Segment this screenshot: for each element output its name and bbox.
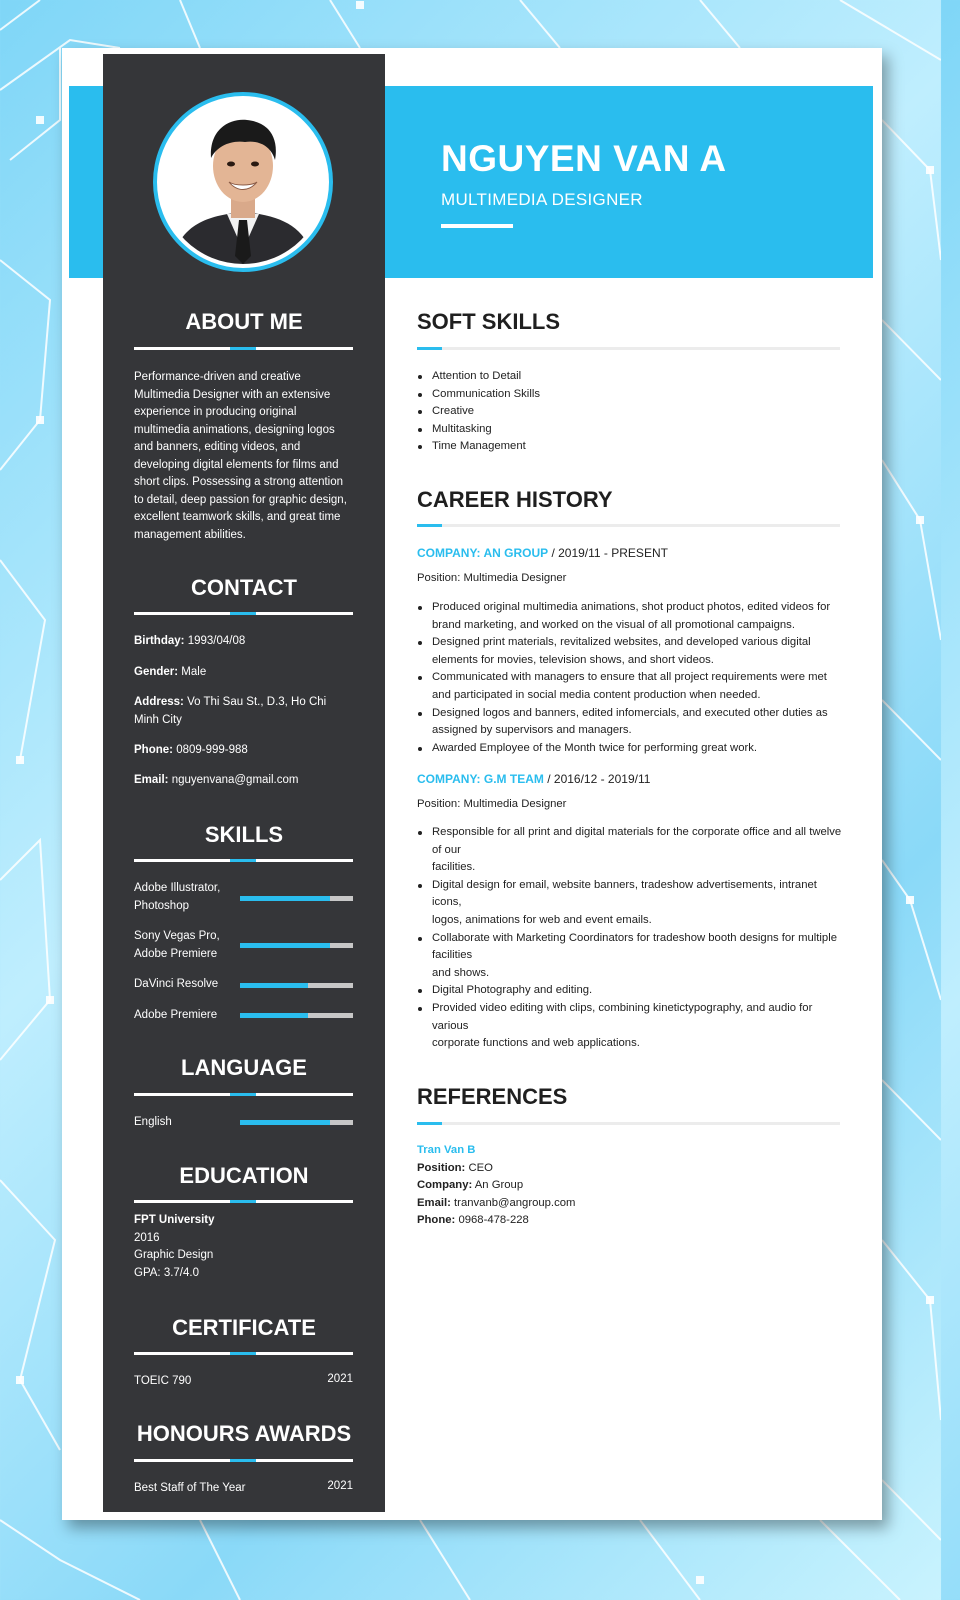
certificate-year: 2021 [327, 1373, 353, 1385]
skill-level-bar [240, 983, 353, 988]
school-name: FPT University [134, 1214, 215, 1226]
address-label: Address: [134, 696, 184, 708]
soft-skills-divider [417, 347, 840, 350]
education-heading: EDUCATION [179, 1163, 309, 1188]
list-item-continuation: facilities. [432, 861, 476, 874]
job-header [417, 545, 842, 563]
job-period: / 2019/11 - PRESENT [548, 546, 668, 560]
level-fill [240, 943, 330, 948]
email-value: nguyenvana@gmail.com [171, 774, 299, 786]
level-fill [240, 1013, 308, 1018]
list-item: Responsible for all print and digital materials for the corporate office and all twelve of our [417, 824, 842, 859]
list-item: Produced original multimedia animations, shot product photos, edited videos for brand marketing, and worked on the visual of all promotional campaigns. [417, 599, 842, 634]
skill-name: Adobe Illustrator, Photoshop [134, 882, 221, 912]
company-name: COMPANY: AN GROUP [417, 546, 549, 560]
skill-name: Adobe Premiere [134, 1009, 218, 1021]
awards-heading: HONOURS AWARDS [136, 1421, 352, 1446]
job-header [417, 771, 842, 789]
job-duties [417, 599, 842, 757]
language-level-bar [240, 1120, 353, 1125]
education-details [134, 1212, 354, 1282]
skill-name: Sony Vegas Pro, Adobe Premiere [134, 930, 220, 960]
certificate-divider [134, 1352, 353, 1355]
job-position: Position: Multimedia Designer [417, 798, 567, 810]
list-item: Designed logos and banners, edited infomercials, and executed other duties as assigned by supervisors and managers. [417, 705, 842, 740]
soft-skills-list [417, 368, 842, 456]
gpa: GPA: 3.7/4.0 [134, 1266, 199, 1279]
list-item: Digital Photography and editing. [417, 982, 842, 1000]
job-duties [417, 824, 842, 1053]
candidate-title: MULTIMEDIA DESIGNER [441, 190, 643, 209]
candidate-name: NGUYEN VAN A [441, 138, 727, 179]
skill-level-bar [240, 896, 353, 901]
company-name: COMPANY: G.M TEAM [417, 772, 544, 786]
list-item: Communication Skills [417, 386, 842, 404]
list-item: Time Management [417, 438, 842, 456]
contact-divider [134, 612, 353, 615]
reference-company: An Group [474, 1179, 524, 1192]
list-item: Attention to Detail [417, 368, 842, 386]
skill-name: DaVinci Resolve [134, 978, 219, 990]
reference-phone: 0968-478-228 [458, 1214, 529, 1227]
reference-email: tranvanb@angroup.com [454, 1196, 576, 1209]
graduation-year: 2016 [134, 1231, 160, 1244]
gender-value: Male [181, 666, 207, 678]
reference-name: Tran Van B [417, 1144, 476, 1156]
career-divider [417, 524, 840, 527]
list-item: Communicated with managers to ensure that all project requirements were met and participated in social media content production when needed. [417, 669, 842, 704]
list-item: Creative [417, 403, 842, 421]
list-item: Designed print materials, revitalized websites, and developed various digital elements for movies, television shows, and short videos. [417, 634, 842, 669]
title-underline [441, 224, 513, 228]
phone-value: 0809-999-988 [176, 744, 248, 756]
education-divider [134, 1200, 353, 1203]
about-divider [134, 347, 353, 350]
level-fill [240, 983, 308, 988]
career-heading: CAREER HISTORY [417, 487, 613, 512]
reference-position: CEO [468, 1161, 493, 1174]
list-item: Collaborate with Marketing Coordinators for tradeshow booth designs for multiple facilities [417, 930, 842, 965]
language-name: English [134, 1116, 172, 1128]
language-heading: LANGUAGE [181, 1055, 307, 1080]
reference-company-label: Company: [417, 1179, 473, 1192]
award-name: Best Staff of The Year [134, 1482, 246, 1494]
reference-details [417, 1142, 842, 1230]
contact-email [134, 772, 354, 790]
certificate-name: TOEIC 790 [134, 1375, 192, 1387]
language-divider [134, 1093, 353, 1096]
awards-divider [134, 1459, 353, 1462]
gender-label: Gender: [134, 666, 179, 678]
address-value: Vo Thi Sau St., D.3, Ho Chi Minh City [134, 696, 327, 726]
job-position: Position: Multimedia Designer [417, 572, 567, 584]
job-period: / 2016/12 - 2019/11 [543, 772, 651, 786]
skills-divider [134, 859, 353, 862]
list-item-continuation: corporate functions and web applications. [432, 1037, 640, 1050]
reference-email-label: Email: [417, 1196, 451, 1209]
birthday-label: Birthday: [134, 635, 185, 647]
email-label: Email: [134, 774, 169, 786]
skill-level-bar [240, 943, 353, 948]
references-divider [417, 1122, 840, 1125]
profile-photo [153, 92, 333, 272]
about-text: Performance-driven and creative Multimedia Designer with an extensive experience in producing original multimedia animations, designing logos and banners, editing videos, and developing digital elements for films and short clips. Possessing a strong attention to detail, deep passion for graphic design, excellent teamwork skills, and great time management abilities. [134, 371, 347, 541]
level-fill [240, 1120, 330, 1125]
list-item: Digital design for email, website banners, tradeshow advertisements, intranet icons, [417, 877, 842, 912]
list-item-continuation: logos, animations for web and event emails. [432, 913, 652, 926]
list-item-continuation: and shows. [432, 966, 490, 979]
reference-phone-label: Phone: [417, 1214, 456, 1227]
list-item: Awarded Employee of the Month twice for performing great work. [417, 740, 842, 758]
contact-gender [134, 664, 354, 682]
level-fill [240, 896, 330, 901]
list-item: Multitasking [417, 421, 842, 439]
list-item: Provided video editing with clips, combining kinetictypography, and audio for various [417, 1000, 842, 1035]
birthday-value: 1993/04/08 [187, 635, 246, 647]
references-heading: REFERENCES [417, 1084, 568, 1109]
about-heading: ABOUT ME [185, 309, 303, 334]
skill-level-bar [240, 1013, 353, 1018]
contact-address [134, 694, 354, 729]
contact-birthday [134, 633, 354, 651]
phone-label: Phone: [134, 744, 173, 756]
award-year: 2021 [327, 1480, 353, 1492]
major: Graphic Design [134, 1249, 214, 1261]
skills-heading: SKILLS [204, 822, 284, 847]
contact-heading: CONTACT [191, 575, 297, 600]
contact-phone [134, 742, 354, 760]
certificate-heading: CERTIFICATE [172, 1315, 316, 1340]
reference-position-label: Position: [417, 1161, 466, 1174]
soft-skills-heading: SOFT SKILLS [417, 309, 560, 334]
person-portrait-icon [161, 100, 325, 264]
